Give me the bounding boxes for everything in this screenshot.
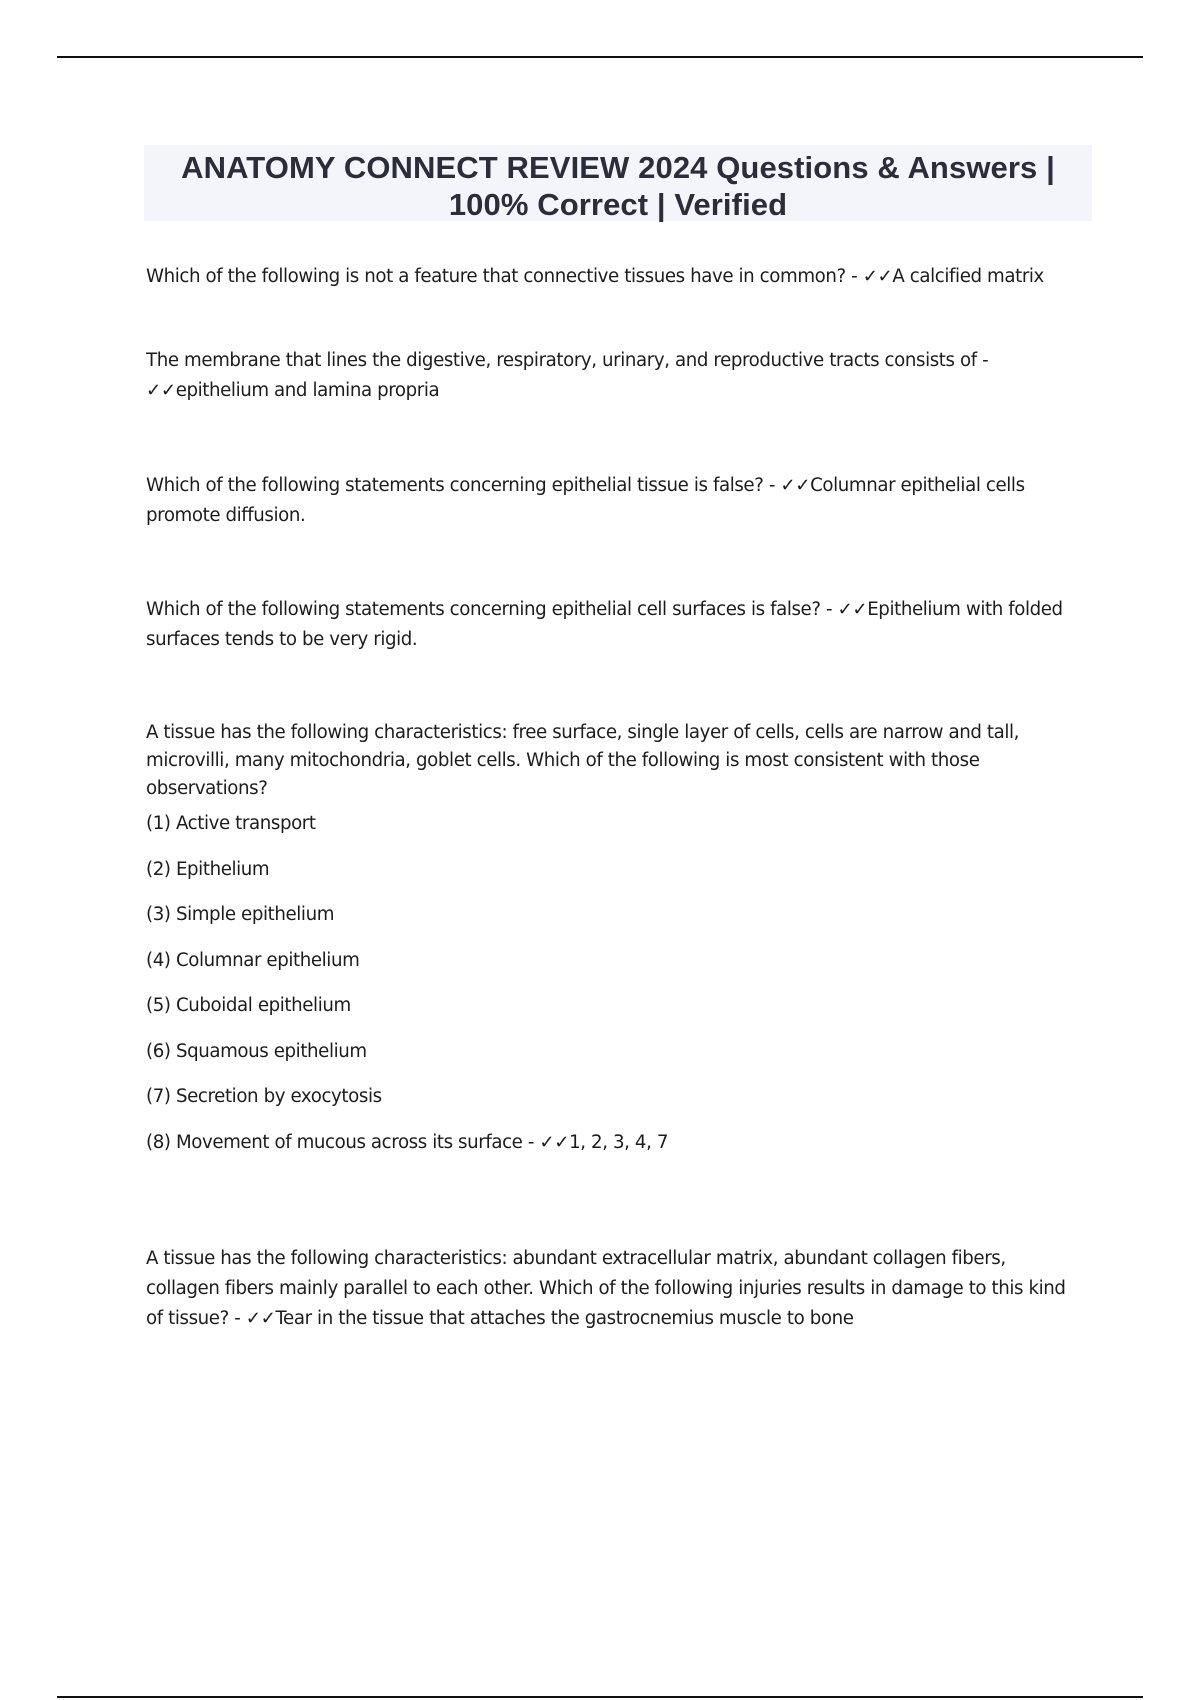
options-list xyxy=(146,809,1076,1158)
list-item xyxy=(146,1128,1076,1158)
option-text: (8) Movement of mucous across its surface - xyxy=(146,1131,540,1153)
qa-item-5 xyxy=(146,719,1076,1173)
answer-text: Tear in the tissue that attaches the gastrocnemius muscle to bone xyxy=(275,1308,854,1329)
qa-item-2 xyxy=(146,346,1006,406)
check-icon: ✓✓ xyxy=(539,1131,570,1153)
list-item: (1) Active transport xyxy=(146,813,316,834)
answer-text: epithelium and lamina propria xyxy=(175,380,440,401)
check-icon: ✓✓ xyxy=(245,1308,276,1329)
list-item: (3) Simple epithelium xyxy=(146,904,335,925)
question-text: Which of the following is not a feature that connective tissues have in common? - xyxy=(146,266,863,287)
qa-item-4 xyxy=(146,595,1076,655)
answer-text: Columnar epithelial cells promote diffusion. xyxy=(146,475,1025,526)
check-icon: ✓✓ xyxy=(146,380,176,401)
list-item: (7) Secretion by exocytosis xyxy=(146,1086,382,1107)
question-text: The membrane that lines the digestive, respiratory, urinary, and reproductive tracts consists of - xyxy=(146,350,989,371)
qa-item-1 xyxy=(146,262,1106,292)
top-divider xyxy=(57,56,1143,58)
qa-item-6 xyxy=(146,1244,1076,1334)
list-item: (2) Epithelium xyxy=(146,858,270,880)
question-text: A tissue has the following characteristics: abundant extracellular matrix, abundant collagen fibers, collagen fibers mainly parallel to each other. Which of the following injuries results in damage to this kind of tissue? - xyxy=(146,1248,1066,1329)
list-item: (5) Cuboidal epithelium xyxy=(146,995,351,1016)
list-item: (6) Squamous epithelium xyxy=(146,1040,367,1062)
check-icon: ✓✓ xyxy=(862,266,893,287)
qa-item-3 xyxy=(146,471,1076,531)
title-banner xyxy=(144,145,1092,221)
answer-text: A calcified matrix xyxy=(892,266,1044,287)
question-text: Which of the following statements concerning epithelial cell surfaces is false? - xyxy=(146,599,838,620)
answer-text: 1, 2, 3, 4, 7 xyxy=(569,1131,669,1153)
question-text: A tissue has the following characteristics: free surface, single layer of cells, cells are narrow and tall, microvilli, many mitochondria, goblet cells. Which of the following is most consistent with those observations? xyxy=(146,722,1020,799)
answer-text: Epithelium with folded surfaces tends to be very rigid. xyxy=(146,599,1063,650)
check-icon: ✓✓ xyxy=(837,599,868,620)
question-text: Which of the following statements concerning epithelial tissue is false? - xyxy=(146,475,781,496)
page-title: ANATOMY CONNECT REVIEW 2024 Questions & Answers | 100% Correct | Verified xyxy=(181,150,1055,222)
check-icon: ✓✓ xyxy=(780,475,811,496)
bottom-divider xyxy=(57,1696,1143,1698)
list-item: (4) Columnar epithelium xyxy=(146,949,360,971)
